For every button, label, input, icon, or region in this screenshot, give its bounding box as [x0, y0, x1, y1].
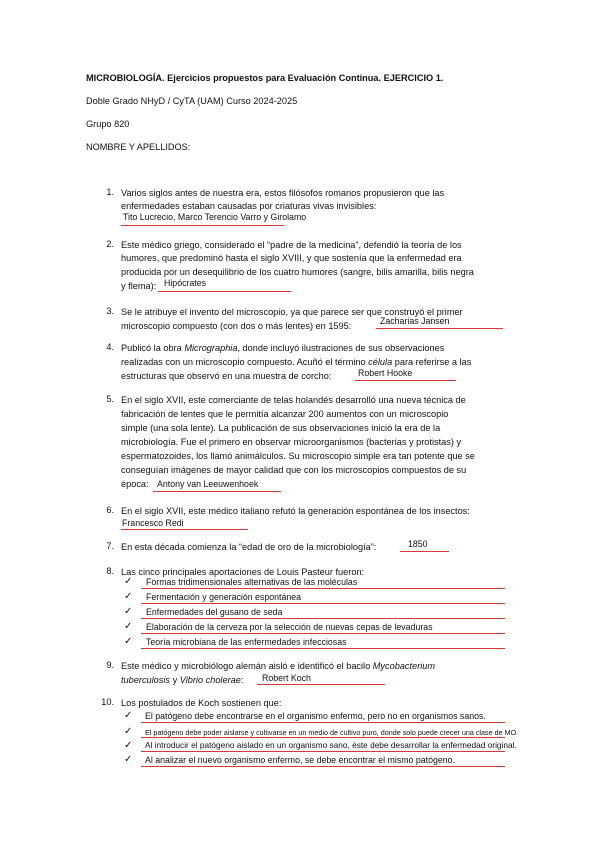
question-2-line-4: y flema): — [121, 281, 157, 291]
question-9-line-2 — [121, 674, 243, 686]
question-4-book-title: Micrographia — [184, 343, 238, 353]
question-4-text-c: realizadas con un microscopio compuesto. Acuñó el término — [121, 357, 369, 367]
question-9-text-a: Este médico y microbiólogo alemán aisló e identificó el bacilo — [121, 661, 373, 671]
question-6-number: 6. — [106, 505, 114, 515]
document-title: MICROBIOLOGÍA. Ejercicios propuestos para Evaluación Continua. EJERCICIO 1. — [86, 73, 444, 83]
question-5-number: 5. — [106, 394, 114, 404]
question-4-term: célula — [368, 357, 393, 367]
question-7-number: 7. — [106, 541, 114, 551]
question-4-line-1 — [121, 342, 444, 354]
question-7-line-1: En esta década comienza la “edad de oro de la microbiología”: — [121, 542, 377, 552]
question-3-answer[interactable]: Zacharias Jansen — [380, 316, 450, 326]
check-icon: ✓ — [124, 591, 133, 602]
question-4-text-a: Publicó la obra — [121, 343, 185, 353]
question-2-line-1: Este médico griego, considerado el “padre de la medicina”, defendió la teoría de los — [121, 240, 462, 250]
degree-line: Doble Grado NHyD / CyTA (UAM) Curso 2024-2025 — [86, 96, 298, 106]
question-1-number: 1. — [106, 187, 114, 197]
question-10-underline-3 — [141, 751, 505, 752]
check-icon: ✓ — [124, 576, 133, 587]
question-5-answer[interactable]: Antony van Leeuwenhoek — [157, 479, 259, 489]
question-2-line-2: humores, que predominó hasta el siglo XVIII, y que sostenía que la enfermedad era — [121, 253, 462, 263]
question-8-underline-4 — [141, 633, 505, 634]
question-10-item-3[interactable]: Al introducir el patógeno aislado en un organismo sano, éste debe desarrollar la enfermedad original. — [145, 740, 517, 750]
question-8-item-4[interactable]: Elaboración de la cerveza por la selección de nuevas cepas de levaduras — [146, 622, 433, 632]
question-4-line-2 — [121, 356, 471, 368]
question-4-text-d: para referirse a las — [392, 357, 472, 367]
question-5-line-6: conseguían imágenes de mayor calidad que con los microscopios compuestos de su — [121, 465, 467, 475]
question-6-line-1: En el siglo XVII, este médico italiano refutó la generación espontánea de los insectos: — [121, 506, 470, 516]
question-9-answer[interactable]: Robert Koch — [262, 673, 311, 683]
question-4-line-3: estructuras que observó en una muestra de corcho: — [121, 371, 332, 381]
question-9-species-1: Mycobacterium — [372, 661, 436, 671]
question-9-number: 9. — [106, 660, 114, 670]
question-8-underline-1 — [141, 588, 505, 589]
question-8-item-3[interactable]: Enfermedades del gusano de seda — [146, 607, 283, 617]
question-2-answer[interactable]: Hipócrates — [164, 278, 207, 288]
question-10-item-1[interactable]: El patógeno debe encontrarse en el organismo enfermo, pero no en organismos sanos. — [145, 711, 486, 721]
question-5-line-2: fabricación de lentes que le permitía alcanzar 200 aumentos con un microscopio — [121, 409, 449, 419]
question-9-underline — [257, 684, 385, 685]
question-4-answer[interactable]: Robert Hooke — [358, 368, 413, 378]
question-6-underline — [121, 529, 248, 530]
question-8-item-1[interactable]: Formas tridimensionales alternativas de las moléculas — [146, 577, 358, 587]
question-10-item-2[interactable]: El patógeno debe poder aislarse y cultivarse en un medio de cultivo puro, donde solo puede crecer una clase de MO. — [145, 728, 519, 737]
question-2-line-3: producida por un desequilibrio de los cuatro humores (sangre, bilis amarilla, bilis negra — [121, 267, 474, 277]
check-icon: ✓ — [124, 740, 133, 751]
question-2-number: 2. — [106, 239, 114, 249]
question-1-answer[interactable]: Tito Lucrecio, Marco Terencio Varro y Girolamo — [123, 212, 307, 222]
question-8-underline-2 — [141, 603, 505, 604]
question-1-underline — [121, 225, 284, 226]
group-line: Grupo 820 — [86, 119, 130, 129]
question-10-line-1: Los postulados de Koch sostienen que: — [121, 698, 282, 708]
question-5-line-5: espermatozoides, los llamó animálculos. Su microscopio simple era tan potente que se — [121, 451, 475, 461]
name-label: NOMBRE Y APELLIDOS: — [86, 142, 191, 152]
check-icon: ✓ — [124, 710, 133, 721]
question-1-line-1: Varios siglos antes de nuestra era, estos filósofos romanos propusieron que las — [121, 188, 445, 198]
question-9-line-1 — [121, 660, 435, 672]
question-8-line-1: Las cinco principales aportaciones de Louis Pasteur fueron: — [121, 567, 365, 577]
question-9-species-1b: tuberculosis — [121, 675, 171, 685]
question-5-line-3: simple (una sola lente). La publicación de sus observaciones inició la era de la — [121, 423, 441, 433]
question-9-text-c: : — [240, 675, 244, 685]
question-10-item-4[interactable]: Al analizar el nuevo organismo enfermo, se debe encontrar el mismo patógeno. — [145, 755, 456, 765]
question-10-underline-4 — [141, 766, 505, 767]
question-8-underline-5 — [141, 648, 505, 649]
question-5-line-4: microbiología. Fue el primero en observar microorganismos (bacterias y protistas) y — [121, 437, 462, 447]
question-4-number: 4. — [106, 342, 114, 352]
question-2-underline — [158, 291, 291, 292]
question-1-line-2: enfermedades estaban causadas por criaturas vivas invisibles: — [121, 201, 377, 211]
question-8-item-2[interactable]: Fermentación y generación espontánea — [146, 592, 302, 602]
question-8-number: 8. — [106, 566, 114, 576]
question-7-answer[interactable]: 1850 — [408, 539, 428, 549]
question-10-underline-1 — [141, 722, 505, 723]
question-6-answer[interactable]: Francesco Redi — [122, 518, 184, 528]
question-10-underline-2 — [141, 737, 505, 738]
question-3-line-1: Se le atribuye el invento del microscopio, ya que parece ser que construyó el primer — [121, 307, 463, 317]
question-3-underline — [376, 328, 503, 329]
question-9-species-2: Vibrio cholerae — [179, 675, 241, 685]
question-8-item-5[interactable]: Teoría microbiana de las enfermedades infecciosas — [146, 637, 347, 647]
check-icon: ✓ — [124, 606, 133, 617]
question-7-underline — [400, 551, 449, 552]
check-icon: ✓ — [124, 636, 133, 647]
check-icon: ✓ — [124, 621, 133, 632]
question-5-underline — [153, 491, 281, 492]
check-icon: ✓ — [124, 754, 133, 765]
check-icon: ✓ — [124, 726, 133, 737]
question-8-underline-3 — [141, 618, 505, 619]
question-9-text-b: y — [170, 675, 180, 685]
question-3-line-2: microscopio compuesto (con dos o más lentes) en 1595: — [121, 321, 352, 331]
question-3-number: 3. — [106, 306, 114, 316]
question-5-line-1: En el siglo XVII, este comerciante de telas holandés desarrolló una nueva técnica de — [121, 395, 466, 405]
question-10-number: 10. — [101, 697, 114, 707]
question-4-underline — [355, 380, 456, 381]
question-4-text-b: , donde incluyó ilustraciones de sus observaciones — [237, 343, 445, 353]
question-5-line-7: época: — [121, 479, 149, 489]
